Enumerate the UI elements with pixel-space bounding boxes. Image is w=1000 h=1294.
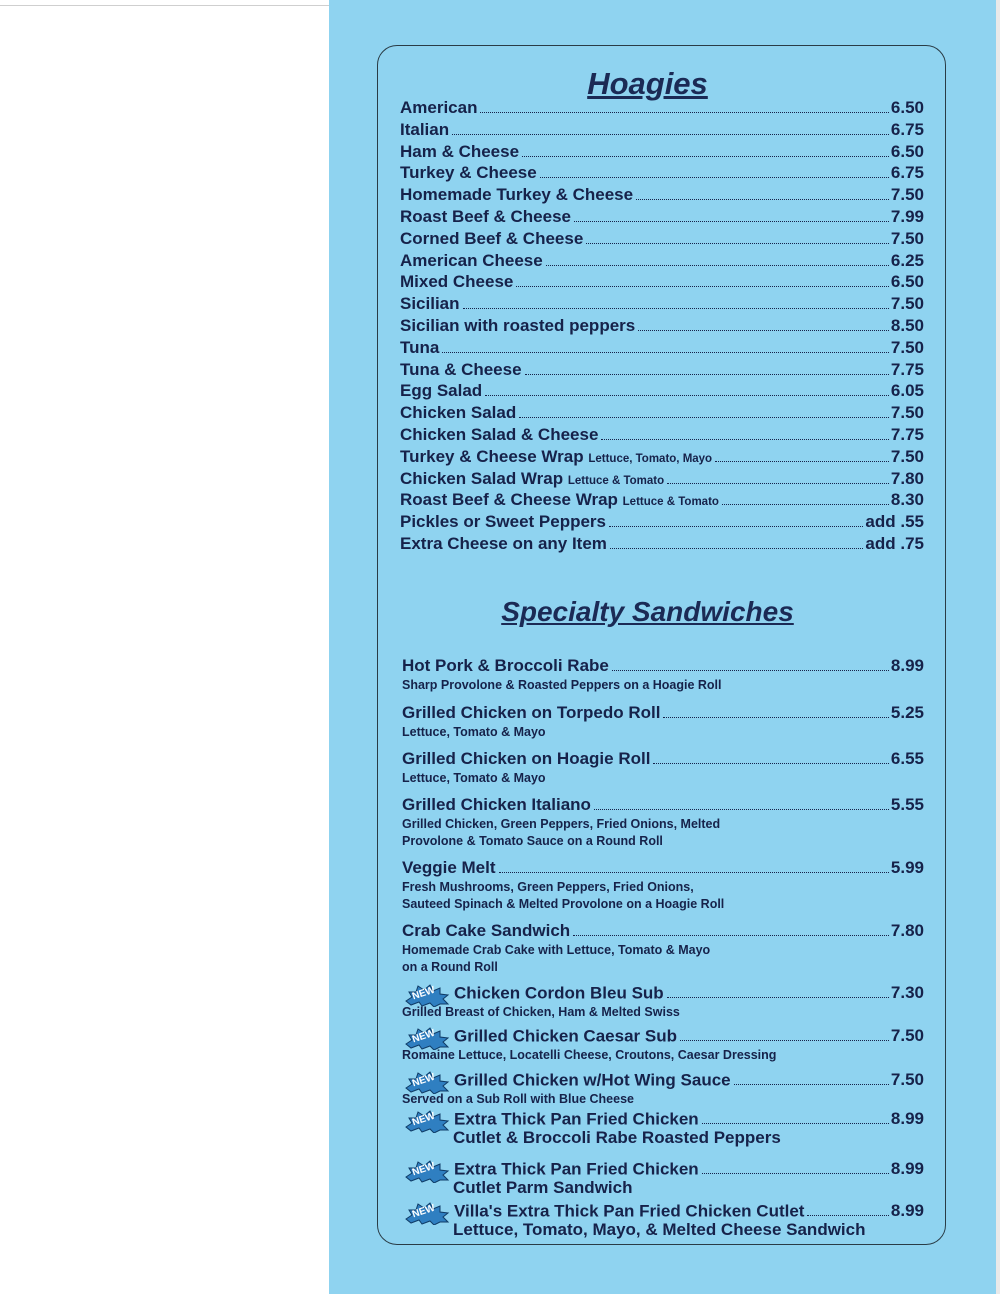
item-name [400, 360, 522, 380]
leader-dots [680, 1040, 889, 1041]
menu-item [400, 490, 924, 512]
new-badge-icon [404, 1201, 450, 1223]
item-price: 7.50 [890, 185, 924, 205]
specialty-item [402, 921, 924, 976]
leader-dots [499, 872, 889, 873]
item-name [400, 403, 516, 423]
item-price: 7.99 [890, 206, 924, 226]
item-price: 6.50 [890, 272, 924, 292]
item-name [402, 749, 650, 769]
menu-page [329, 0, 996, 1294]
item-name-text: Crab Cake Sandwich [402, 921, 571, 940]
leader-dots [734, 1084, 889, 1085]
item-note: Lettuce, Tomato, Mayo [588, 452, 713, 465]
leader-dots [653, 763, 888, 764]
leader-dots [702, 1123, 889, 1124]
item-name-text: Chicken Salad [400, 403, 517, 423]
item-name [402, 983, 664, 1005]
leader-dots [516, 286, 889, 287]
leader-dots [638, 330, 889, 331]
item-price: 7.80 [890, 468, 924, 488]
item-description: Grilled Breast of Chicken, Ham & Melted Swiss [402, 1005, 680, 1019]
item-name [402, 1026, 677, 1048]
menu-item [400, 251, 924, 273]
item-name [400, 272, 513, 292]
leader-dots [540, 177, 889, 178]
item-name-text: Tuna & Cheese [400, 359, 522, 379]
new-badge-label: NEW [410, 1071, 437, 1090]
item-name-text: Ham & Cheese [400, 141, 520, 161]
item-price: 7.50 [890, 228, 924, 248]
leader-dots [586, 243, 889, 244]
item-name [400, 251, 543, 271]
menu-item [400, 534, 924, 556]
specialty-item-header [402, 703, 924, 725]
scan-edge-line [0, 5, 332, 6]
menu-item [400, 381, 924, 403]
item-name-text: Chicken Cordon Bleu Sub [454, 983, 664, 1003]
item-note: Lettuce & Tomato [622, 496, 719, 509]
item-price: 7.50 [890, 294, 924, 314]
hoagies-list [400, 98, 924, 556]
item-price: 7.50 [890, 403, 924, 423]
item-name [400, 207, 571, 227]
new-badge-label: NEW [410, 1027, 437, 1046]
item-name [400, 229, 583, 249]
item-name-text: Roast Beef & Cheese Wrap [400, 490, 618, 510]
item-description: Fresh Mushrooms, Green Peppers, Fried Onions, Sauteed Spinach & Melted Provolone on a Hoagie Roll [402, 880, 725, 911]
item-name-text: Grilled Chicken w/Hot Wing Sauce [454, 1070, 731, 1090]
leader-dots [594, 809, 889, 810]
menu-item [400, 447, 924, 469]
item-name-text: Egg Salad [400, 381, 483, 401]
specialty-item [402, 1201, 924, 1240]
item-price: 7.30 [890, 983, 924, 1003]
menu-item [400, 469, 924, 491]
item-name [400, 469, 664, 489]
leader-dots [485, 395, 889, 396]
leader-dots [667, 997, 889, 998]
menu-item [400, 316, 924, 338]
menu-item [400, 272, 924, 294]
leader-dots [609, 526, 863, 527]
specialty-item [402, 703, 924, 741]
specialty-item [402, 1159, 924, 1198]
item-name-continued: Lettuce, Tomato, Mayo, & Melted Cheese Sandwich [453, 1220, 866, 1239]
leader-dots [480, 112, 888, 113]
item-name [402, 703, 660, 723]
item-price: 7.50 [890, 446, 924, 466]
item-name-text: Chicken Salad Wrap [400, 468, 564, 488]
item-name-text: Extra Cheese on any Item [400, 533, 607, 553]
item-price: 7.75 [890, 359, 924, 379]
item-description: Grilled Chicken, Green Peppers, Fried Onions, Melted Provolone & Tomato Sauce on a Round Roll [402, 817, 721, 848]
menu-item [400, 229, 924, 251]
menu-item [400, 120, 924, 142]
item-name [400, 338, 439, 358]
item-note: Lettuce & Tomato [567, 474, 665, 487]
specialty-item-header [402, 656, 924, 678]
item-description: Romaine Lettuce, Locatelli Cheese, Croutons, Caesar Dressing [402, 1048, 777, 1062]
new-badge-label: NEW [410, 1110, 437, 1129]
leader-dots [442, 352, 889, 353]
leader-dots [546, 265, 889, 266]
item-name [400, 120, 449, 140]
specialty-item-header [402, 1070, 924, 1092]
item-price: 7.50 [890, 337, 924, 357]
leader-dots [463, 308, 889, 309]
item-name-text: Tuna [400, 337, 440, 357]
item-name-text: Pickles or Sweet Peppers [400, 512, 606, 532]
item-name [402, 921, 570, 941]
leader-dots [636, 199, 889, 200]
item-name-text: Mixed Cheese [400, 272, 514, 292]
item-name-text: Italian [400, 119, 450, 139]
leader-dots [452, 134, 889, 135]
item-price: 5.55 [890, 795, 924, 814]
item-price: 8.99 [890, 1201, 924, 1221]
new-badge-icon [404, 1109, 450, 1131]
item-name [400, 447, 712, 467]
leader-dots [715, 461, 889, 462]
item-name [400, 142, 519, 162]
item-name-text: Veggie Melt [402, 858, 496, 877]
specialty-item [402, 1026, 924, 1064]
item-name [400, 490, 719, 510]
item-price: add .55 [865, 512, 924, 532]
specialty-item [402, 795, 924, 850]
leader-dots [573, 935, 889, 936]
leader-dots [722, 504, 889, 505]
item-name [400, 98, 477, 118]
specialty-item [402, 1109, 924, 1148]
leader-dots [574, 221, 889, 222]
item-name-text: Turkey & Cheese Wrap [400, 446, 584, 466]
item-name [400, 294, 460, 314]
item-price: 6.50 [890, 98, 924, 117]
item-name-continued: Cutlet & Broccoli Rabe Roasted Peppers [453, 1128, 781, 1147]
specialty-item-header [402, 858, 924, 880]
menu-item [400, 207, 924, 229]
item-price: 8.99 [890, 1159, 924, 1179]
item-name [402, 656, 609, 676]
item-name-text: American [400, 98, 478, 117]
specialty-item-header [402, 983, 924, 1005]
specialty-item-header [402, 921, 924, 943]
item-description: Lettuce, Tomato & Mayo [402, 725, 546, 739]
item-name-text: Chicken Salad & Cheese [400, 424, 599, 444]
item-name-text: Grilled Chicken on Hoagie Roll [402, 749, 651, 768]
new-badge-icon [404, 983, 450, 1005]
menu-item [400, 403, 924, 425]
item-price: 5.99 [890, 858, 924, 877]
scan-right-edge [996, 0, 1000, 1294]
item-price: 6.25 [890, 250, 924, 270]
item-name-text: Extra Thick Pan Fried Chicken [454, 1109, 699, 1129]
leader-dots [702, 1173, 889, 1174]
leader-dots [519, 417, 889, 418]
item-price: 8.50 [890, 315, 924, 335]
item-name [402, 795, 591, 815]
specialty-item [402, 983, 924, 1021]
item-price: 6.75 [890, 119, 924, 139]
item-name [400, 163, 537, 183]
item-name [402, 1070, 731, 1092]
menu-item [400, 338, 924, 360]
leader-dots [610, 548, 863, 549]
item-name-continued: Cutlet Parm Sandwich [453, 1178, 633, 1197]
item-name-text: Sicilian with roasted peppers [400, 315, 636, 335]
item-name-text: American Cheese [400, 250, 543, 270]
menu-item [400, 98, 924, 120]
leader-dots [525, 374, 889, 375]
menu-item [400, 185, 924, 207]
item-name-text: Grilled Chicken Italiano [402, 795, 591, 814]
item-name-text: Roast Beef & Cheese [400, 206, 572, 226]
leader-dots [601, 439, 888, 440]
item-price: 7.50 [890, 1026, 924, 1046]
item-name-text: Villa's Extra Thick Pan Fried Chicken Cutlet [454, 1201, 805, 1221]
item-name-text: Grilled Chicken on Torpedo Roll [402, 703, 661, 722]
item-name [400, 512, 606, 532]
new-badge-icon [404, 1026, 450, 1048]
item-name-text: Grilled Chicken Caesar Sub [454, 1026, 677, 1046]
menu-item [400, 142, 924, 164]
item-name-text: Hot Pork & Broccoli Rabe [402, 656, 609, 675]
item-name [400, 316, 635, 336]
specialty-item [402, 749, 924, 787]
item-name [400, 425, 598, 445]
leader-dots [667, 483, 889, 484]
item-price: 6.75 [890, 163, 924, 183]
new-badge-label: NEW [410, 1202, 437, 1221]
item-price: 5.25 [890, 703, 924, 722]
specialty-item-header [402, 749, 924, 771]
item-name-text: Homemade Turkey & Cheese [400, 185, 634, 205]
item-name-text: Extra Thick Pan Fried Chicken [454, 1159, 699, 1179]
menu-item [400, 425, 924, 447]
item-description: Served on a Sub Roll with Blue Cheese [402, 1092, 634, 1106]
item-description: Lettuce, Tomato & Mayo [402, 771, 546, 785]
item-price: 6.05 [890, 381, 924, 401]
new-badge-icon [404, 1070, 450, 1092]
specialty-item [402, 858, 924, 913]
item-price: 6.55 [890, 749, 924, 768]
hoagies-title: Hoagies [587, 66, 708, 101]
item-name [400, 534, 607, 554]
item-name-text: Corned Beef & Cheese [400, 228, 584, 248]
item-description: Sharp Provolone & Roasted Peppers on a Hoagie Roll [402, 678, 722, 692]
item-price: 8.99 [890, 1109, 924, 1129]
item-name-text: Sicilian [400, 294, 460, 314]
menu-item [400, 360, 924, 382]
menu-item [400, 512, 924, 534]
specialty-item [402, 1070, 924, 1108]
item-price: 7.50 [890, 1070, 924, 1090]
leader-dots [663, 717, 888, 718]
leader-dots [807, 1215, 888, 1216]
item-price: 8.30 [890, 490, 924, 510]
leader-dots [522, 156, 889, 157]
specialty-title: Specialty Sandwiches [501, 596, 794, 627]
item-name-text: Turkey & Cheese [400, 163, 537, 183]
menu-item [400, 294, 924, 316]
new-badge-icon [404, 1159, 450, 1181]
item-price: 6.50 [890, 141, 924, 161]
item-name [400, 381, 482, 401]
item-price: 7.80 [890, 921, 924, 940]
new-badge-label: NEW [410, 984, 437, 1003]
item-description: Homemade Crab Cake with Lettuce, Tomato & Mayo on a Round Roll [402, 943, 711, 974]
specialty-item [402, 656, 924, 694]
specialty-item-header [402, 1026, 924, 1048]
leader-dots [612, 670, 889, 671]
specialty-item-header [402, 795, 924, 817]
menu-item [400, 163, 924, 185]
item-price: 7.75 [890, 424, 924, 444]
new-badge-label: NEW [410, 1160, 437, 1179]
item-price: 8.99 [890, 656, 924, 675]
item-price: add .75 [865, 533, 924, 553]
item-name [400, 185, 633, 205]
item-name [402, 858, 496, 878]
